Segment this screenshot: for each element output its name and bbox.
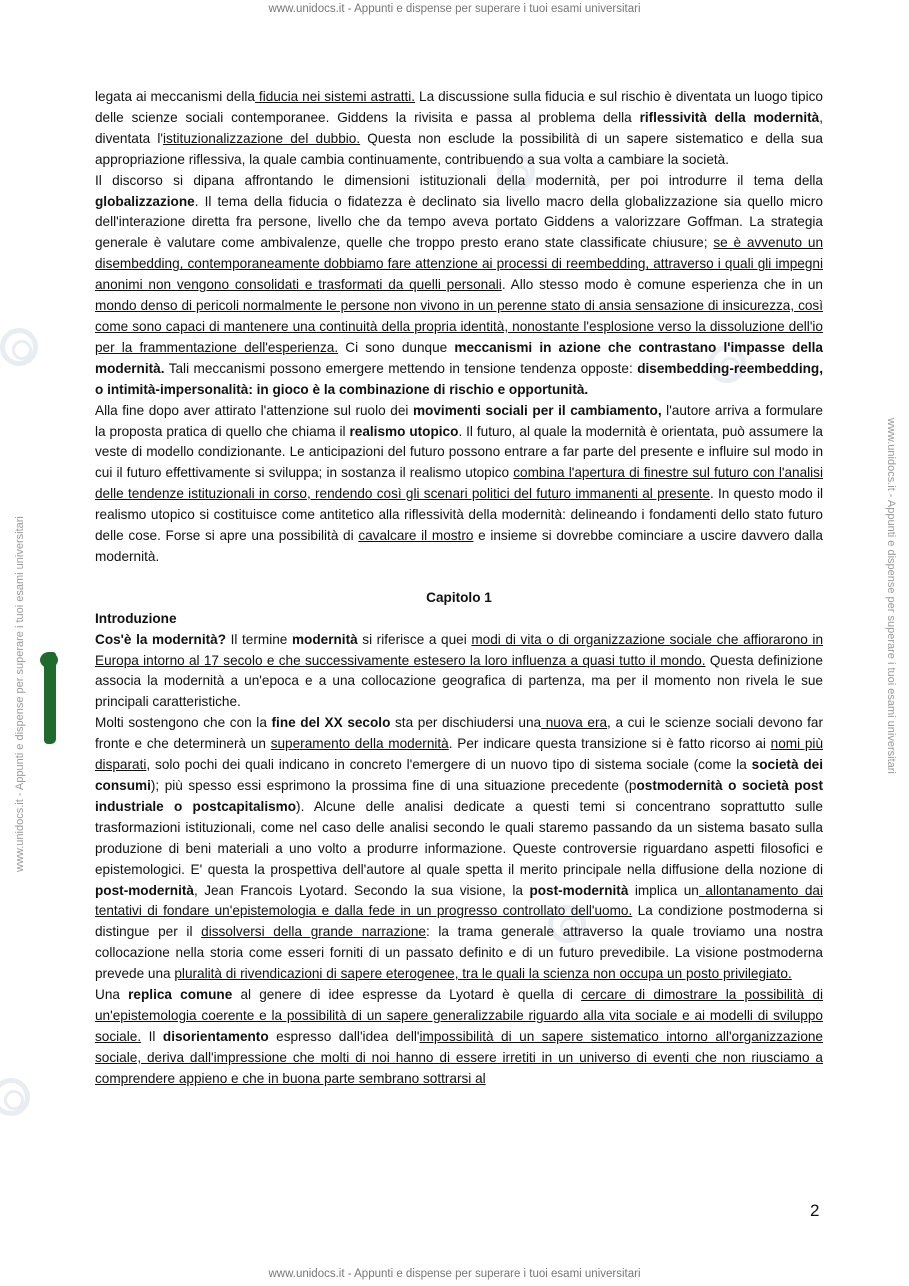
text-run: sta per dischiudersi una: [390, 715, 542, 731]
text-run: si riferisce a quei: [357, 631, 472, 647]
watermark-logo-icon: [0, 1078, 30, 1116]
paragraph: [95, 630, 823, 714]
text-run: Molti sostengono che con la: [95, 715, 272, 731]
watermark-logo-icon: [0, 328, 38, 366]
bold-text: società dei consumi: [95, 757, 823, 793]
highlighter-mark: [44, 652, 56, 744]
bold-text: Cos'è la modernità?: [95, 631, 227, 647]
text-run: Il discorso si dipana affrontando le dimensioni istituzionali della modernità, per poi introdurre il tema della: [95, 172, 823, 188]
text-run: espresso dall'idea dell': [268, 1028, 420, 1044]
bottom-watermark-banner: www.unidocs.it - Appunti e dispense per superare i tuoi esami universitari: [268, 1268, 641, 1280]
bold-text: post-modernità: [95, 882, 194, 898]
text-run: , solo pochi dei quali indicano in concreto l'emergere di un nuovo tipo di sistema sociale (come la: [146, 757, 752, 773]
text-run: Il: [141, 1028, 163, 1044]
text-run: Tali meccanismi possono emergere mettendo in tensione tendenza opposte:: [164, 360, 638, 376]
text-run: . Allo stesso modo è comune esperienza che in un: [501, 277, 823, 293]
text-run: , diventata l': [95, 109, 824, 146]
left-watermark-banner: www.unidocs.it - Appunti e dispense per superare i tuoi esami universitari: [14, 516, 26, 872]
bold-text: globalizzazione: [95, 193, 195, 209]
underlined-text: pluralità di rivendicazioni di sapere eterogenee, tra le quali la scienza non occupa un posto privilegiato.: [174, 966, 792, 982]
underlined-text: superamento della modernità: [270, 736, 449, 752]
paragraph: [95, 171, 823, 401]
text-run: l'autore arriva a formulare la proposta pratica di quello che chiama il: [95, 402, 823, 439]
text-run: La condizione postmoderna si distingue per il: [95, 903, 823, 940]
bold-text: post-modernità: [529, 882, 629, 898]
underlined-text: allontanamento dai tentativi di fondare un'epistemologia e dalla fede in un progresso controllato dell'uomo.: [95, 882, 823, 919]
underlined-text: nuova era: [541, 715, 608, 731]
text-run: . Per indicare questa transizione si è fatto ricorso ai: [448, 736, 771, 752]
bold-text: disembedding-reembedding, o intimità-impersonalità: in gioco è la combinazione di rischio e opportunità.: [95, 360, 823, 397]
text-run: Questa non esclude la possibilità di un sapere sistematico e della sua appropriazione riflessiva, la quale cambia continuamente, contribuendo a sua volta a cambiare la società.: [95, 130, 823, 167]
section-title: Introduzione: [95, 610, 177, 626]
underlined-text: modi di vita o di organizzazione sociale che affiorarono in Europa intorno al 17 secolo e che successivamente estesero la loro influenza a quasi tutto il mondo.: [95, 631, 824, 668]
bold-text: realismo utopico: [349, 423, 459, 439]
text-run: Questa definizione associa la modernità a un'epoca e a una collocazione geografica di partenza, ma per il momento non rivela le sue principali caratteristiche.: [95, 652, 823, 710]
text-run: : la trama generale attraverso la quale troviamo una nostra collocazione nella storia come esseri forniti di un passato definito e di un futuro prevedibile. La visione postmoderna prevede una: [95, 924, 823, 982]
underlined-text: cavalcare il mostro: [358, 528, 474, 544]
paragraph: [95, 985, 823, 1090]
text-run: . Il futuro, al quale la modernità è orientata, può assumere la veste di modello condizionante. Le anticipazioni del futuro possono entrare a far parte del presente e influire sul modo in cui il futuro effettivamente si sviluppa; in sostanza il realismo utopico: [95, 423, 823, 481]
text-run: Ci sono dunque: [338, 339, 455, 355]
text-run: al genere di idee espresse da Lyotard è quella di: [232, 987, 582, 1003]
bold-text: ostmodernità o società post industriale o postcapitalismo: [95, 778, 824, 814]
text-run: , Jean Francois Lyotard. Secondo la sua visione, la: [193, 882, 530, 898]
paragraph: [95, 401, 823, 568]
chapter-title: Capitolo 1: [426, 589, 492, 605]
text-run: La discussione sulla fiducia e sul rischio è diventata un luogo tipico delle scienze sociali contemporanee. Giddens la rivisita e passa al problema della: [95, 89, 823, 125]
paragraph: [95, 87, 823, 171]
underlined-text: nomi più disparati: [95, 736, 824, 773]
bold-text: disorientamento: [162, 1028, 269, 1044]
text-run: e insieme si dovrebbe cominciare a uscire davvero dalla modernità.: [95, 528, 823, 564]
text-run: legata ai meccanismi della: [95, 89, 255, 104]
underlined-text: istituzionalizzazione del dubbio.: [162, 130, 361, 146]
bold-text: modernità: [291, 631, 358, 647]
underlined-text: impossibilità di un sapere sistematico intorno all'organizzazione sociale, deriva dall'impressione che molti di noi hanno di essere irretiti in un universo di eventi che non riusciamo a comprendere appieno e che in buona parte sembrano sottrarsi al: [95, 1028, 823, 1086]
underlined-text: mondo denso di pericoli normalmente le persone non vivono in un perenne stato di ansia sensazione di insicurezza, così come sono capaci di mantenere una continuità della propria identità, nonostante l'esplosione verso la dissoluzione dell'io per la frammentazione dell'esperienza.: [95, 298, 823, 355]
top-watermark-banner: www.unidocs.it - Appunti e dispense per superare i tuoi esami universitari: [268, 3, 641, 15]
text-run: implica un: [628, 882, 699, 898]
bold-text: fine del XX secolo: [271, 715, 391, 731]
paragraph: [95, 713, 823, 985]
text-run: . Il tema della fiducia o fidatezza è declinato sia livello macro della globalizzazione sia quello micro dell'interazione diretta fra persone, livello che da tempo aveva portato Giddens a valorizzare Goffman. La strategia generale è valutare come ambivalenze, quelle che troppo presto erano state classificate chiusure;: [95, 193, 823, 251]
text-run: Una: [95, 987, 129, 1003]
right-watermark-banner: www.unidocs.it - Appunti e dispense per superare i tuoi esami universitari: [885, 418, 897, 774]
text-run: Il termine: [226, 631, 292, 647]
text-run: ); più spesso essi esprimono la prossima fine di una situazione precedente (p: [150, 778, 637, 793]
underlined-text: combina l'apertura di finestre sul futuro con l'analisi delle tendenze istituzionali in corso, rendendo così gli scenari politici del futuro immanenti al presente: [95, 465, 823, 502]
bold-text: riflessività della modernità: [639, 109, 820, 125]
text-run: ). Alcune delle analisi dedicate a questi temi si concentrano soprattutto sulle trasformazioni istituzionali, come nel caso delle analisi secondo le quali staremo passando da un sistema basato sulla produzione di beni materiali a uno volto a produrre informazione. Queste controversie riguardano aspetti filosofici e epistemologici. E' questa la prospettiva dell'autore al quale spetta il merito principale nella diffusione della nozione di: [95, 798, 823, 877]
text-run: . In questo modo il realismo utopico si costituisce come antitetico alla riflessività della modernità: delineando i fondamenti dello stato futuro delle cose. Forse si apre una possibilità di: [95, 486, 823, 544]
text-run: Alla fine dopo aver attirato l'attenzione sul ruolo dei: [95, 402, 413, 418]
underlined-text: dissolversi della grande narrazione: [201, 924, 426, 940]
underlined-text: cercare di dimostrare la possibilità di un'epistemologia coerente e la possibilità di un sapere generalizzabile riguardo alla vita sociale e ai modelli di sviluppo sociale.: [95, 987, 823, 1044]
bold-text: meccanismi in azione che contrastano l'impasse della modernità.: [95, 339, 823, 376]
text-run: , a cui le scienze sociali devono far fronte e che determinerà un: [95, 715, 824, 752]
bold-text: replica comune: [128, 987, 233, 1003]
page-number: 2: [810, 1201, 820, 1220]
underlined-text: fiducia nei sistemi astratti.: [254, 89, 416, 104]
document-body: [95, 87, 823, 1090]
bold-text: movimenti sociali per il cambiamento,: [412, 402, 662, 418]
underlined-text: se è avvenuto un disembedding, contemporaneamente dobbiamo fare attenzione ai processi di reembedding, attraverso i quali gli impegni anonimi non vengono consolidati e trasformati da quelli personali: [95, 235, 823, 293]
